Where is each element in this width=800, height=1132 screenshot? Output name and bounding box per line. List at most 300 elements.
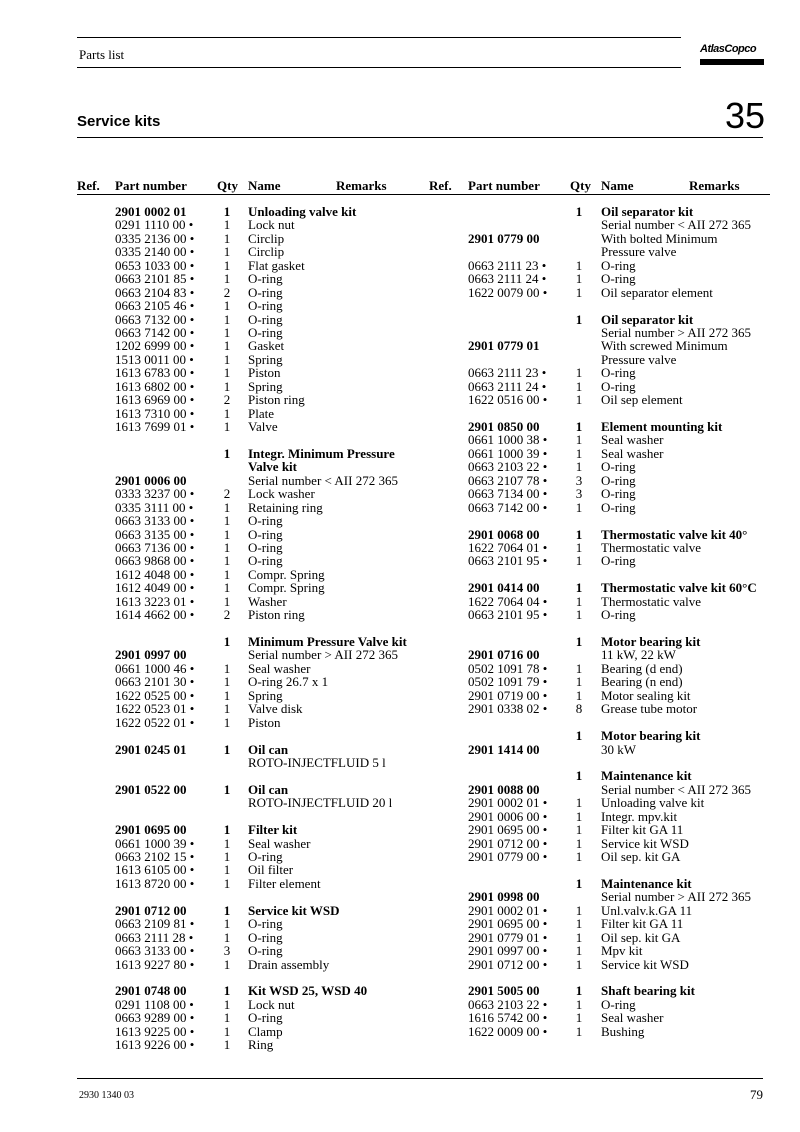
quantity: 1: [223, 324, 231, 340]
item-name: Service kit WSD: [601, 956, 689, 972]
quantity: 3: [575, 472, 583, 488]
part-number: 0663 2101 30 •: [115, 674, 195, 690]
item-name: Piston: [248, 365, 281, 381]
item-name: O-ring: [248, 553, 283, 569]
quantity: 1: [575, 580, 583, 596]
part-number: 1612 4048 00 •: [115, 566, 195, 582]
item-name: Motor bearing kit: [601, 634, 701, 649]
table-row: [0, 232, 800, 245]
part-number: 0663 2111 28 •: [115, 929, 194, 945]
quantity: 1: [575, 553, 583, 569]
part-number: 1622 0525 00 •: [115, 687, 195, 703]
part-number: 0663 2103 22 •: [468, 996, 548, 1012]
quantity: 1: [575, 459, 583, 475]
quantity: 1: [223, 405, 231, 421]
part-number: 2901 0002 01 •: [468, 795, 548, 811]
quantity: 1: [223, 539, 231, 555]
part-number: 2901 0719 00 •: [468, 687, 548, 703]
item-name: O-ring: [248, 916, 283, 932]
item-name: Filter kit GA 11: [601, 916, 684, 932]
table-row: [0, 313, 800, 326]
item-name: With screwed Minimum: [601, 338, 728, 354]
item-name: Element mounting kit: [601, 419, 723, 434]
part-number: 1613 9227 80 •: [115, 956, 195, 972]
atlas-copco-logo: [700, 38, 764, 66]
item-name: Spring: [248, 378, 283, 394]
part-number: 1622 7064 01 •: [468, 539, 548, 555]
part-number: 0335 2136 00 •: [115, 230, 195, 246]
item-name: Ring: [248, 1037, 274, 1053]
item-name: ROTO-INJECTFLUID 20 l: [248, 795, 393, 811]
item-name: Gasket: [248, 338, 285, 354]
item-name: Unl.valv.k.GA 11: [601, 902, 693, 918]
item-name: Service kit WSD: [248, 902, 340, 918]
quantity: 1: [575, 983, 583, 999]
part-number: 0663 7142 00 •: [468, 499, 548, 515]
quantity: 1: [223, 862, 231, 878]
quantity: 1: [223, 580, 231, 596]
item-name: Serial number < AII 272 365: [601, 781, 751, 797]
table-row: [0, 608, 800, 621]
quantity: 1: [223, 217, 231, 233]
table-row: [0, 514, 800, 527]
section-rule: [77, 137, 763, 138]
part-number: 0502 1091 78 •: [468, 660, 548, 676]
item-name: O-ring: [248, 539, 283, 555]
quantity: 1: [575, 875, 583, 891]
quantity: 1: [575, 808, 583, 824]
part-number: 2901 0712 00: [115, 902, 187, 918]
table-row: [0, 568, 800, 581]
part-number: 2901 0695 00 •: [468, 916, 548, 932]
table-row: [0, 662, 800, 675]
item-name: Lock washer: [248, 486, 315, 502]
part-number: 2901 0695 00: [115, 822, 187, 838]
col-header-part-2: Part number: [468, 178, 540, 193]
table-row: [0, 635, 800, 648]
quantity: 1: [575, 607, 583, 623]
part-number: 1513 0011 00 •: [115, 351, 194, 367]
col-header-ref: Ref.: [77, 178, 100, 193]
item-name: O-ring: [248, 284, 283, 300]
parts-list-right: [0, 205, 800, 1038]
item-name: Serial number < AII 272 365: [248, 472, 398, 488]
table-row: [0, 689, 800, 702]
part-number: 2901 0779 01: [468, 338, 540, 354]
table-row: [0, 272, 800, 285]
table-row: [0, 769, 800, 782]
item-name: Seal washer: [248, 835, 311, 851]
part-number: 0663 2111 23 •: [468, 257, 547, 273]
part-number: 0502 1091 79 •: [468, 674, 548, 690]
table-row: [0, 433, 800, 446]
quantity: 1: [575, 365, 583, 381]
quantity: 1: [223, 1023, 231, 1039]
item-name: Minimum Pressure Valve kit: [248, 634, 407, 649]
part-number: 0333 3237 00 •: [115, 486, 195, 502]
quantity: 1: [575, 902, 583, 918]
item-name: Oil can: [248, 741, 289, 757]
part-number: 0663 2111 23 •: [468, 365, 547, 381]
quantity: 1: [223, 338, 231, 354]
col-header-name: Name: [248, 178, 281, 193]
table-row: [0, 837, 800, 850]
item-name: Circlip: [248, 230, 285, 246]
item-name: Integr. mpv.kit: [601, 808, 678, 824]
table-row: [0, 796, 800, 809]
part-number: 2901 0716 00: [468, 647, 540, 663]
item-name: Thermostatic valve: [601, 539, 701, 555]
item-name: Integr. Minimum Pressure: [248, 445, 395, 461]
item-name: Filter kit: [248, 822, 298, 838]
quantity: 2: [223, 284, 231, 300]
part-number: 2901 5005 00: [468, 983, 540, 999]
quantity: 1: [575, 271, 583, 287]
item-name: Serial number < AII 272 365: [601, 217, 751, 233]
item-name: Seal washer: [601, 1010, 664, 1026]
part-number: 0661 1000 39 •: [115, 835, 195, 851]
table-row: [0, 353, 800, 366]
item-name: Compr. Spring: [248, 580, 325, 596]
item-name: O-ring: [248, 513, 283, 529]
item-name: O-ring: [601, 996, 636, 1012]
quantity: 1: [223, 553, 231, 569]
logo-bar: [700, 59, 764, 65]
item-name: Service kit WSD: [601, 835, 689, 851]
part-number: 0663 2101 85 •: [115, 271, 195, 287]
table-row: [0, 756, 800, 769]
item-name: Plate: [248, 405, 274, 421]
part-number: 2901 0779 01 •: [468, 929, 548, 945]
quantity: 1: [223, 781, 231, 797]
item-name: O-ring: [248, 526, 283, 542]
quantity: 1: [223, 701, 231, 717]
part-number: 1612 4049 00 •: [115, 580, 195, 596]
quantity: 1: [575, 499, 583, 515]
table-row: [0, 407, 800, 420]
table-row: [0, 380, 800, 393]
quantity: 1: [575, 593, 583, 609]
part-number: 1613 6105 00 •: [115, 862, 195, 878]
table-row: [0, 326, 800, 339]
part-number: 0335 3111 00 •: [115, 499, 194, 515]
item-name: Pressure valve: [601, 351, 677, 367]
col-header-qty-2: Qty: [570, 178, 591, 193]
quantity: 1: [223, 526, 231, 542]
item-name: Unloading valve kit: [601, 795, 705, 811]
part-number: 2901 0712 00 •: [468, 956, 548, 972]
quantity: 1: [223, 257, 231, 273]
table-row: [0, 783, 800, 796]
item-name: O-ring: [248, 271, 283, 287]
item-name: O-ring: [601, 459, 636, 475]
part-number: 1613 8720 00 •: [115, 875, 195, 891]
quantity: 1: [223, 741, 231, 757]
quantity: 1: [575, 526, 583, 542]
part-number: 2901 0245 01: [115, 741, 187, 757]
quantity: 1: [575, 929, 583, 945]
part-number: 2901 0997 00 •: [468, 943, 548, 959]
col-header-name-2: Name: [601, 178, 634, 193]
table-row: [0, 917, 800, 930]
part-number: 0291 1110 00 •: [115, 217, 194, 233]
part-number: 2901 0695 00 •: [468, 822, 548, 838]
item-name: Valve kit: [248, 459, 297, 475]
part-number: 2901 0338 02 •: [468, 701, 548, 717]
part-number: 0663 2101 95 •: [468, 553, 548, 569]
quantity: 1: [575, 419, 583, 434]
quantity: 1: [575, 728, 583, 744]
item-name: Flat gasket: [248, 257, 305, 273]
item-name: Oil separator kit: [601, 204, 694, 219]
part-number: 1614 4662 00 •: [115, 607, 195, 623]
item-name: Piston: [248, 714, 281, 730]
quantity: 1: [223, 1010, 231, 1026]
part-number: 0661 1000 39 •: [468, 445, 548, 461]
table-row: [0, 205, 800, 218]
table-row: [0, 528, 800, 541]
item-name: O-ring: [248, 943, 283, 959]
item-name: Thermostatic valve kit 60°C: [601, 580, 757, 596]
quantity: 1: [575, 822, 583, 838]
part-number: 0663 7134 00 •: [468, 486, 548, 502]
table-row: [0, 984, 800, 997]
item-name: O-ring: [601, 553, 636, 569]
quantity: 1: [223, 929, 231, 945]
quantity: 1: [223, 593, 231, 609]
table-row: [0, 716, 800, 729]
header-label: Parts list: [79, 47, 125, 62]
column-header-rule: [77, 194, 770, 195]
part-number: 2901 0002 01 •: [468, 902, 548, 918]
part-number: 2901 0006 00 •: [468, 808, 548, 824]
item-name: O-ring: [601, 365, 636, 381]
footer-doc-number: 2930 1340 03: [79, 1090, 134, 1101]
table-row: [0, 931, 800, 944]
item-name: Thermostatic valve: [601, 593, 701, 609]
part-number: 1613 7699 01 •: [115, 419, 195, 434]
item-name: O-ring: [248, 1010, 283, 1026]
part-number: 1622 0079 00 •: [468, 284, 548, 300]
part-number: 0335 2140 00 •: [115, 244, 195, 260]
part-number: 0663 9868 00 •: [115, 553, 195, 569]
table-row: [0, 245, 800, 258]
part-number: 2901 0522 00: [115, 781, 187, 797]
item-name: O-ring: [248, 311, 283, 327]
item-name: Seal washer: [248, 660, 311, 676]
quantity: 1: [223, 714, 231, 730]
col-header-qty: Qty: [217, 178, 238, 193]
quantity: 1: [575, 956, 583, 972]
item-name: Piston ring: [248, 607, 305, 623]
table-row: [0, 1038, 420, 1051]
quantity: 1: [223, 499, 231, 515]
part-number: 2901 0088 00: [468, 781, 540, 797]
table-row: [0, 1025, 800, 1038]
item-name: O-ring: [601, 499, 636, 515]
part-number: 2901 0068 00: [468, 526, 540, 542]
table-row: [0, 393, 800, 406]
table-row: [0, 487, 800, 500]
section-number: 35: [725, 95, 766, 136]
quantity: 1: [223, 311, 231, 327]
part-number: 0663 7142 00 •: [115, 324, 195, 340]
part-number: 2901 0414 00: [468, 580, 540, 596]
quantity: 1: [575, 378, 583, 394]
table-row: [0, 259, 800, 272]
quantity: 1: [223, 674, 231, 690]
quantity: 1: [223, 298, 231, 314]
table-row: [0, 971, 800, 984]
table-row: [0, 366, 800, 379]
quantity: 1: [575, 687, 583, 703]
item-name: Shaft bearing kit: [601, 983, 695, 999]
part-number: 1622 0516 00 •: [468, 392, 548, 408]
quantity: 1: [223, 875, 231, 891]
item-name: Valve disk: [248, 701, 303, 717]
quantity: 1: [223, 566, 231, 582]
item-name: Washer: [248, 593, 287, 609]
part-number: 0661 1000 46 •: [115, 660, 195, 676]
item-name: Pressure valve: [601, 244, 677, 260]
item-name: Kit WSD 25, WSD 40: [248, 983, 368, 999]
table-row: [0, 729, 800, 742]
quantity: 1: [575, 634, 583, 649]
quantity: 1: [575, 284, 583, 300]
part-number: 1622 0009 00 •: [468, 1023, 548, 1039]
table-row: [0, 218, 800, 231]
quantity: 8: [575, 701, 583, 717]
part-number: 2901 0779 00: [468, 230, 540, 246]
quantity: 1: [223, 996, 231, 1012]
table-row: [0, 286, 800, 299]
part-number: 0663 7132 00 •: [115, 311, 195, 327]
item-name: Oil filter: [248, 862, 294, 878]
part-number: 1613 6783 00 •: [115, 365, 195, 381]
quantity: 1: [575, 257, 583, 273]
item-name: Oil separator element: [601, 284, 713, 300]
quantity: 1: [575, 849, 583, 864]
item-name: Motor bearing kit: [601, 728, 701, 744]
table-row: [0, 447, 800, 460]
quantity: 1: [223, 983, 231, 999]
quantity: 1: [223, 916, 231, 932]
quantity: 1: [223, 244, 231, 260]
part-number: 0663 2101 95 •: [468, 607, 548, 623]
item-name: Seal washer: [601, 432, 664, 448]
quantity: 1: [223, 351, 231, 367]
quantity: 1: [223, 634, 231, 649]
quantity: 1: [575, 432, 583, 448]
item-name: Motor sealing kit: [601, 687, 691, 703]
table-row: [0, 581, 800, 594]
item-name: Filter element: [248, 875, 321, 891]
part-number: 0663 7136 00 •: [115, 539, 195, 555]
quantity: 1: [575, 674, 583, 690]
part-number: 2901 0779 00 •: [468, 849, 548, 864]
table-row: [0, 743, 800, 756]
item-name: O-ring: [601, 257, 636, 273]
item-name: Compr. Spring: [248, 566, 325, 582]
item-name: Grease tube motor: [601, 701, 698, 717]
table-row: [0, 541, 800, 554]
table-row: [0, 554, 800, 567]
table-row: [0, 810, 800, 823]
part-number: 0661 1000 38 •: [468, 432, 548, 448]
item-name: O-ring 26.7 x 1: [248, 674, 329, 690]
part-number: 1613 6969 00 •: [115, 392, 195, 408]
quantity: 1: [223, 271, 231, 287]
quantity: 1: [223, 956, 231, 972]
item-name: O-ring: [248, 298, 283, 314]
header-bottom-rule: [77, 67, 681, 68]
part-number: 2901 0997 00: [115, 647, 187, 663]
table-row: [0, 823, 800, 836]
part-number: 2901 1414 00: [468, 741, 540, 757]
footer-rule: [77, 1078, 763, 1079]
part-number: 2901 0748 00: [115, 983, 187, 999]
logo-text: AtlasCopco: [700, 43, 757, 55]
item-name: Bearing (n end): [601, 674, 683, 690]
item-name: O-ring: [601, 486, 636, 502]
table-row: [0, 850, 800, 863]
table-row: [0, 675, 800, 688]
table-row: [0, 595, 800, 608]
part-number: 0663 2109 81 •: [115, 916, 195, 932]
part-number: 0653 1033 00 •: [115, 257, 195, 273]
item-name: Oil can: [248, 781, 289, 797]
item-name: Thermostatic valve kit 40°: [601, 526, 748, 542]
item-name: Unloading valve kit: [248, 204, 357, 219]
quantity: 1: [575, 1023, 583, 1039]
item-name: 11 kW, 22 kW: [601, 647, 676, 663]
item-name: Oil sep. kit GA: [601, 849, 681, 864]
item-name: Mpv kit: [601, 943, 643, 959]
quantity: 1: [575, 996, 583, 1012]
part-number: 2901 0850 00: [468, 419, 540, 434]
part-number: 1616 5742 00 •: [468, 1010, 548, 1026]
part-number: 1622 0522 01 •: [115, 714, 195, 730]
quantity: 1: [223, 445, 231, 461]
table-row: [0, 890, 800, 903]
quantity: 1: [223, 835, 231, 851]
item-name: Filter kit GA 11: [601, 822, 684, 838]
table-row: [0, 648, 800, 661]
part-number: 0663 2103 22 •: [468, 459, 548, 475]
part-number: 1613 3223 01 •: [115, 593, 195, 609]
part-number: 2901 0006 00: [115, 472, 187, 488]
quantity: 1: [575, 835, 583, 851]
part-number: 2901 0712 00 •: [468, 835, 548, 851]
quantity: 1: [223, 230, 231, 246]
part-number: 1613 9226 00 •: [115, 1037, 195, 1053]
quantity: 1: [223, 902, 231, 918]
item-name: O-ring: [601, 271, 636, 287]
item-name: Piston ring: [248, 392, 305, 408]
table-row: [0, 420, 800, 433]
quantity: 1: [223, 687, 231, 703]
table-row: [0, 702, 800, 715]
part-number: 1613 6802 00 •: [115, 378, 195, 394]
col-header-remarks-2: Remarks: [689, 178, 740, 193]
part-number: 1622 7064 04 •: [468, 593, 548, 609]
quantity: 1: [575, 1010, 583, 1026]
item-name: O-ring: [248, 929, 283, 945]
item-name: Bearing (d end): [601, 660, 683, 676]
quantity: 1: [223, 378, 231, 394]
part-number: 0663 2111 24 •: [468, 378, 547, 394]
item-name: Serial number > AII 272 365: [601, 889, 751, 905]
